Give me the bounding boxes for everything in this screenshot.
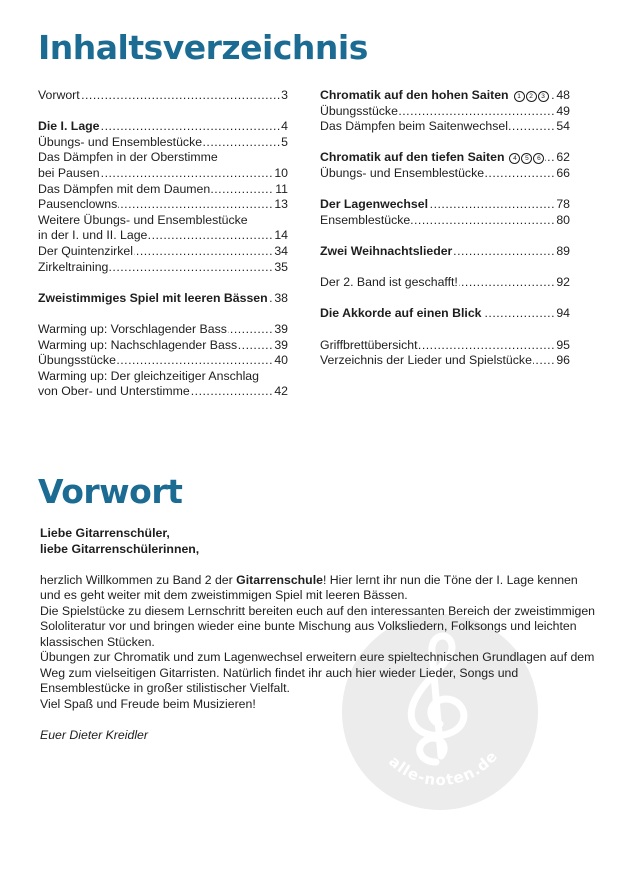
- toc-entry: [320, 213, 570, 229]
- toc-entry-title: Weitere Übungs- und Ensemblestücke: [38, 212, 248, 227]
- toc-page-number: 42: [274, 384, 288, 399]
- toc-entry: [38, 166, 288, 182]
- vorwort-title: Vorwort: [38, 472, 183, 511]
- signature: Euer Dieter Kreidler: [40, 727, 148, 742]
- toc-entry: [38, 244, 288, 260]
- toc-page-number: 39: [274, 337, 288, 352]
- toc-page-number: 78: [556, 197, 570, 212]
- toc-page-number: 34: [274, 243, 288, 258]
- string-number-icon: 1: [514, 91, 525, 102]
- toc-entry-title: Warming up: Nachschlagender Bass: [38, 337, 238, 352]
- toc-entry-title: Zweistimmiges Spiel mit leeren Bässen: [38, 290, 268, 305]
- toc-entry: [320, 244, 570, 260]
- toc-entry: [38, 135, 288, 151]
- toc-entry: [320, 353, 570, 369]
- toc-entry-title: Griffbrettübersicht: [320, 337, 418, 352]
- toc-page-number: 95: [556, 337, 570, 352]
- paragraph-2: Die Spielstücke zu diesem Lernschritt bereiten euch auf den interessanten Bereich der zweistimmigen Sololiteratur vor und bringen wieder eine bunte Mischung aus Volksliedern, Folksongs und leichten klassischen Stücken.: [40, 603, 596, 649]
- toc-right-column: [320, 88, 570, 369]
- toc-entry-title: Chromatik auf den tiefen Saiten: [320, 150, 505, 165]
- toc-entry: [38, 88, 288, 104]
- greeting: [40, 526, 600, 557]
- toc-entry: [38, 353, 288, 369]
- watermark-text: alle-noten.de: [385, 746, 502, 790]
- toc-page-number: 5: [281, 134, 288, 149]
- toc-entry: [38, 228, 288, 244]
- toc-entry-title: Verzeichnis der Lieder und Spielstücke: [320, 353, 532, 368]
- toc-entry: [320, 88, 570, 104]
- toc-page-number: 54: [556, 119, 570, 134]
- string-number-icon: 6: [533, 153, 544, 164]
- toc-entry: [320, 306, 570, 322]
- toc-entry-title: Der 2. Band ist geschafft!: [320, 275, 458, 290]
- toc-entry-title: Zirkeltraining: [38, 259, 109, 274]
- toc-entry-title: Pausenclowns: [38, 197, 118, 212]
- book-title: Gitarrenschule: [236, 572, 323, 587]
- toc-page-number: 66: [556, 165, 570, 180]
- toc-entry-title: Warming up: Der gleichzeitiger Anschlag: [38, 368, 259, 383]
- toc-entry: [320, 119, 570, 135]
- toc-page-number: 4: [281, 119, 288, 134]
- toc-page-number: 14: [274, 228, 288, 243]
- toc-entry-title: Der Quintenzirkel: [38, 243, 133, 258]
- toc-entry-title: Übungs- und Ensemblestücke: [320, 165, 485, 180]
- toc-entry-title: Übungsstücke: [320, 103, 398, 118]
- toc-entry-title: Übungs- und Ensemblestücke: [38, 134, 203, 149]
- toc-entry: [38, 213, 288, 229]
- toc-entry: [320, 338, 570, 354]
- toc-entry-title: Die Akkorde auf einen Blick: [320, 306, 482, 321]
- paragraph-4: Viel Spaß und Freude beim Musizieren!: [40, 696, 256, 711]
- toc-entry-title: Warming up: Vorschlagender Bass: [38, 321, 227, 336]
- toc-title: Inhaltsverzeichnis: [38, 28, 368, 67]
- toc-entry-title: Vorwort: [38, 88, 80, 102]
- toc-entry-title: in der I. und II. Lage: [38, 228, 148, 243]
- toc-entry-title: Das Dämpfen beim Saitenwechsel: [320, 119, 508, 134]
- string-number-icon: 4: [509, 153, 520, 164]
- toc-page-number: 80: [556, 212, 570, 227]
- toc-entry: [38, 322, 288, 338]
- paragraph-1: herzlich Willkommen zu Band 2 der Gitarrenschule! Hier lernt ihr nun die Töne der I. Lage kennen und es geht weiter mit dem zweistimmigen Spiel mit leeren Bässen.: [40, 572, 578, 602]
- toc-entry-title: Zwei Weihnachtslieder: [320, 243, 453, 258]
- toc-entry-title: Ensemblestücke: [320, 212, 411, 227]
- toc-entry: [320, 197, 570, 213]
- toc-page-number: 38: [274, 290, 288, 305]
- toc-page-number: 96: [556, 353, 570, 368]
- string-number-icon: 2: [526, 91, 537, 102]
- string-number-markers: [510, 88, 550, 102]
- string-number-icon: 5: [521, 153, 532, 164]
- greeting-line-1: Liebe Gitarrenschüler,: [40, 526, 170, 540]
- toc-page-number: 49: [556, 103, 570, 118]
- toc-entry-title: von Ober- und Unterstimme: [38, 384, 190, 399]
- toc-page-number: 35: [274, 259, 288, 274]
- toc-entry: [38, 182, 288, 198]
- greeting-line-2: liebe Gitarrenschülerinnen,: [40, 541, 200, 556]
- toc-entry: [320, 275, 570, 291]
- toc-page-number: 94: [556, 306, 570, 321]
- toc-page-number: 89: [556, 243, 570, 258]
- toc-page-number: 11: [275, 181, 288, 196]
- toc-page-number: 13: [274, 197, 288, 212]
- toc-page-number: 39: [274, 321, 288, 336]
- paragraph-3: Übungen zur Chromatik und zum Lagenwechsel erweitern eure spieltechnischen Grundlagen auf dem Weg zum vielseitigen Gitarristen. Natürlich findet ihr auch hier wieder Lieder, Songs und Ensemblestücke in großer stilistischer Vielfalt.: [40, 650, 595, 695]
- toc-entry: [38, 197, 288, 213]
- toc-entry: [38, 150, 288, 166]
- toc-page-number: 62: [556, 150, 570, 165]
- toc-page-number: 40: [274, 353, 288, 368]
- vorwort-body: [40, 526, 600, 743]
- toc-entry: [38, 384, 288, 400]
- toc-entry: [38, 260, 288, 276]
- toc-entry-title: Chromatik auf den hohen Saiten: [320, 88, 509, 102]
- toc-entry: [38, 338, 288, 354]
- toc-entry-title: Die I. Lage: [38, 119, 100, 134]
- toc-entry-title: Das Dämpfen in der Oberstimme: [38, 150, 218, 165]
- toc-entry-title: Das Dämpfen mit dem Daumen: [38, 181, 211, 196]
- toc-page-number: 92: [556, 275, 570, 290]
- toc-entry: [38, 369, 288, 385]
- toc-entry-title: Übungsstücke: [38, 353, 116, 368]
- toc-entry: [320, 104, 570, 120]
- toc-entry: [320, 166, 570, 182]
- toc-entry: [38, 291, 288, 307]
- toc-page-number: 10: [274, 165, 288, 180]
- toc-entry-title: Der Lagenwechsel: [320, 197, 428, 212]
- toc-entry-title: bei Pausen: [38, 165, 100, 180]
- toc-left-column: [38, 88, 288, 400]
- toc-page-number: 3: [281, 88, 288, 102]
- toc-entry: [38, 119, 288, 135]
- string-number-icon: 3: [538, 91, 549, 102]
- toc-entry: [320, 150, 570, 166]
- toc-page-number: 48: [556, 88, 570, 102]
- string-number-markers: [505, 150, 545, 164]
